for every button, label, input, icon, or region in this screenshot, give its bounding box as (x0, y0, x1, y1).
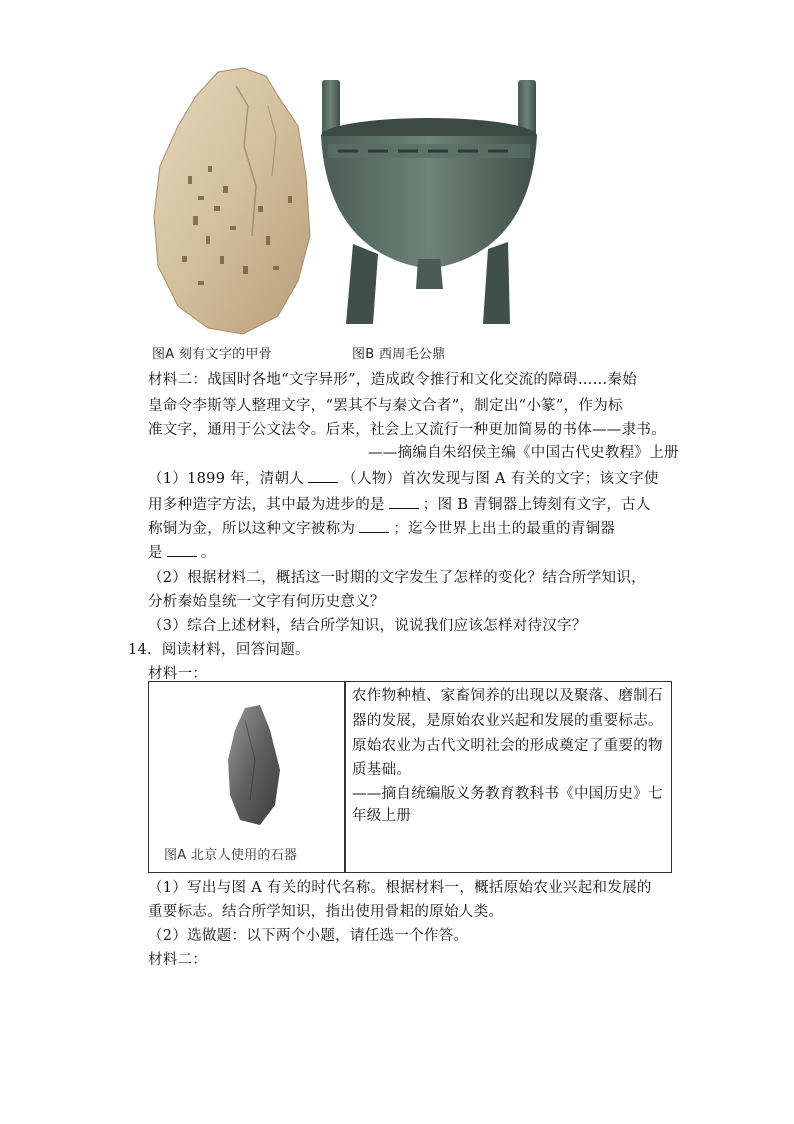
q13-p1-text-h: 。 (200, 545, 216, 561)
q13-part2-line2: 分析秦始皇统一文字有何历史意义？ (148, 594, 385, 610)
answer-blank[interactable] (359, 518, 389, 533)
q14-figure-caption: 图A 北京人使用的石器 (164, 848, 298, 863)
material2-line3: 准文字，通用于公文法令。后来，社会上又流行一种更加简易的书体——隶书。 (148, 422, 666, 438)
stone-tool-image (220, 700, 290, 830)
table-text-line-3: 原始农业为古代文明社会的形成奠定了重要的物 (352, 738, 663, 754)
q13-p1-text-a: （1）1899 年，清朝人 (148, 471, 305, 487)
q13-part1-line2 (148, 494, 651, 515)
q13-part3: （3）综合上述材料，结合所学知识，说说我们应该怎样对待汉字？ (148, 618, 587, 634)
q14-material1-label: 材料一： (148, 666, 208, 682)
q14-material2-label: 材料二： (148, 952, 208, 968)
material2-line1: 材料二：战国时各地“文字异形”，造成政令推行和文化交流的障碍……秦始 (148, 372, 638, 388)
q14-part1-line2: 重要标志。结合所学知识，指出使用骨耜的原始人类。 (148, 904, 504, 920)
answer-blank[interactable] (308, 468, 338, 483)
q13-part1-line4 (148, 542, 216, 563)
answer-blank[interactable] (389, 494, 419, 509)
q13-p1-text-c: 用多种造字方法，其中最为进步的是 (148, 497, 385, 513)
q13-p1-text-f: ；迄今世界上出土的最重的青铜器 (393, 521, 616, 537)
q14-part2: （2）选做题：以下两个小题，请任选一个作答。 (148, 928, 469, 944)
q13-p1-text-e: 称铜为金，所以这种文字被称为 (148, 521, 356, 537)
figure-b-caption: 图B 西周毛公鼎 (352, 347, 446, 362)
table-text-line-2: 器的发展，是原始农业兴起和发展的重要标志。 (352, 713, 663, 729)
material2-line2: 皇命令李斯等人整理文字，“罢其不与秦文合者”，制定出“小篆”，作为标 (148, 398, 623, 414)
q13-part2-line1: （2）根据材料二，概括这一时期的文字发生了怎样的变化？结合所学知识， (148, 570, 646, 586)
bronze-ding-image (318, 74, 540, 336)
answer-blank[interactable] (167, 542, 197, 557)
table-text-line-6: 年级上册 (352, 808, 412, 824)
q13-p1-text-d: ；图 B 青铜器上铸刻有文字，古人 (422, 497, 651, 513)
q13-part1-line3 (148, 518, 615, 539)
material2-source: ——摘编自朱绍侯主编《中国古代史教程》上册 (368, 445, 679, 461)
q13-p1-text-g: 是 (148, 545, 163, 561)
q13-p1-text-b: （人物）首次发现与图 A 有关的文字；该文字使 (342, 471, 659, 487)
q13-part1-line1 (148, 468, 659, 489)
oracle-bone-image (148, 66, 313, 338)
table-text-line-4: 质基础。 (352, 762, 412, 778)
figure-a-caption: 图A 刻有文字的甲骨 (152, 347, 273, 362)
table-text-line-5: ——摘自统编版义务教育教科书《中国历史》七 (352, 786, 663, 802)
q14-part1-line1: （1）写出与图 A 有关的时代名称。根据材料一，概括原始农业兴起和发展的 (148, 880, 652, 896)
q14-heading: 14．阅读材料，回答问题。 (128, 642, 310, 658)
table-text-line-1: 农作物种植、家畜饲养的出现以及聚落、磨制石 (352, 688, 663, 704)
